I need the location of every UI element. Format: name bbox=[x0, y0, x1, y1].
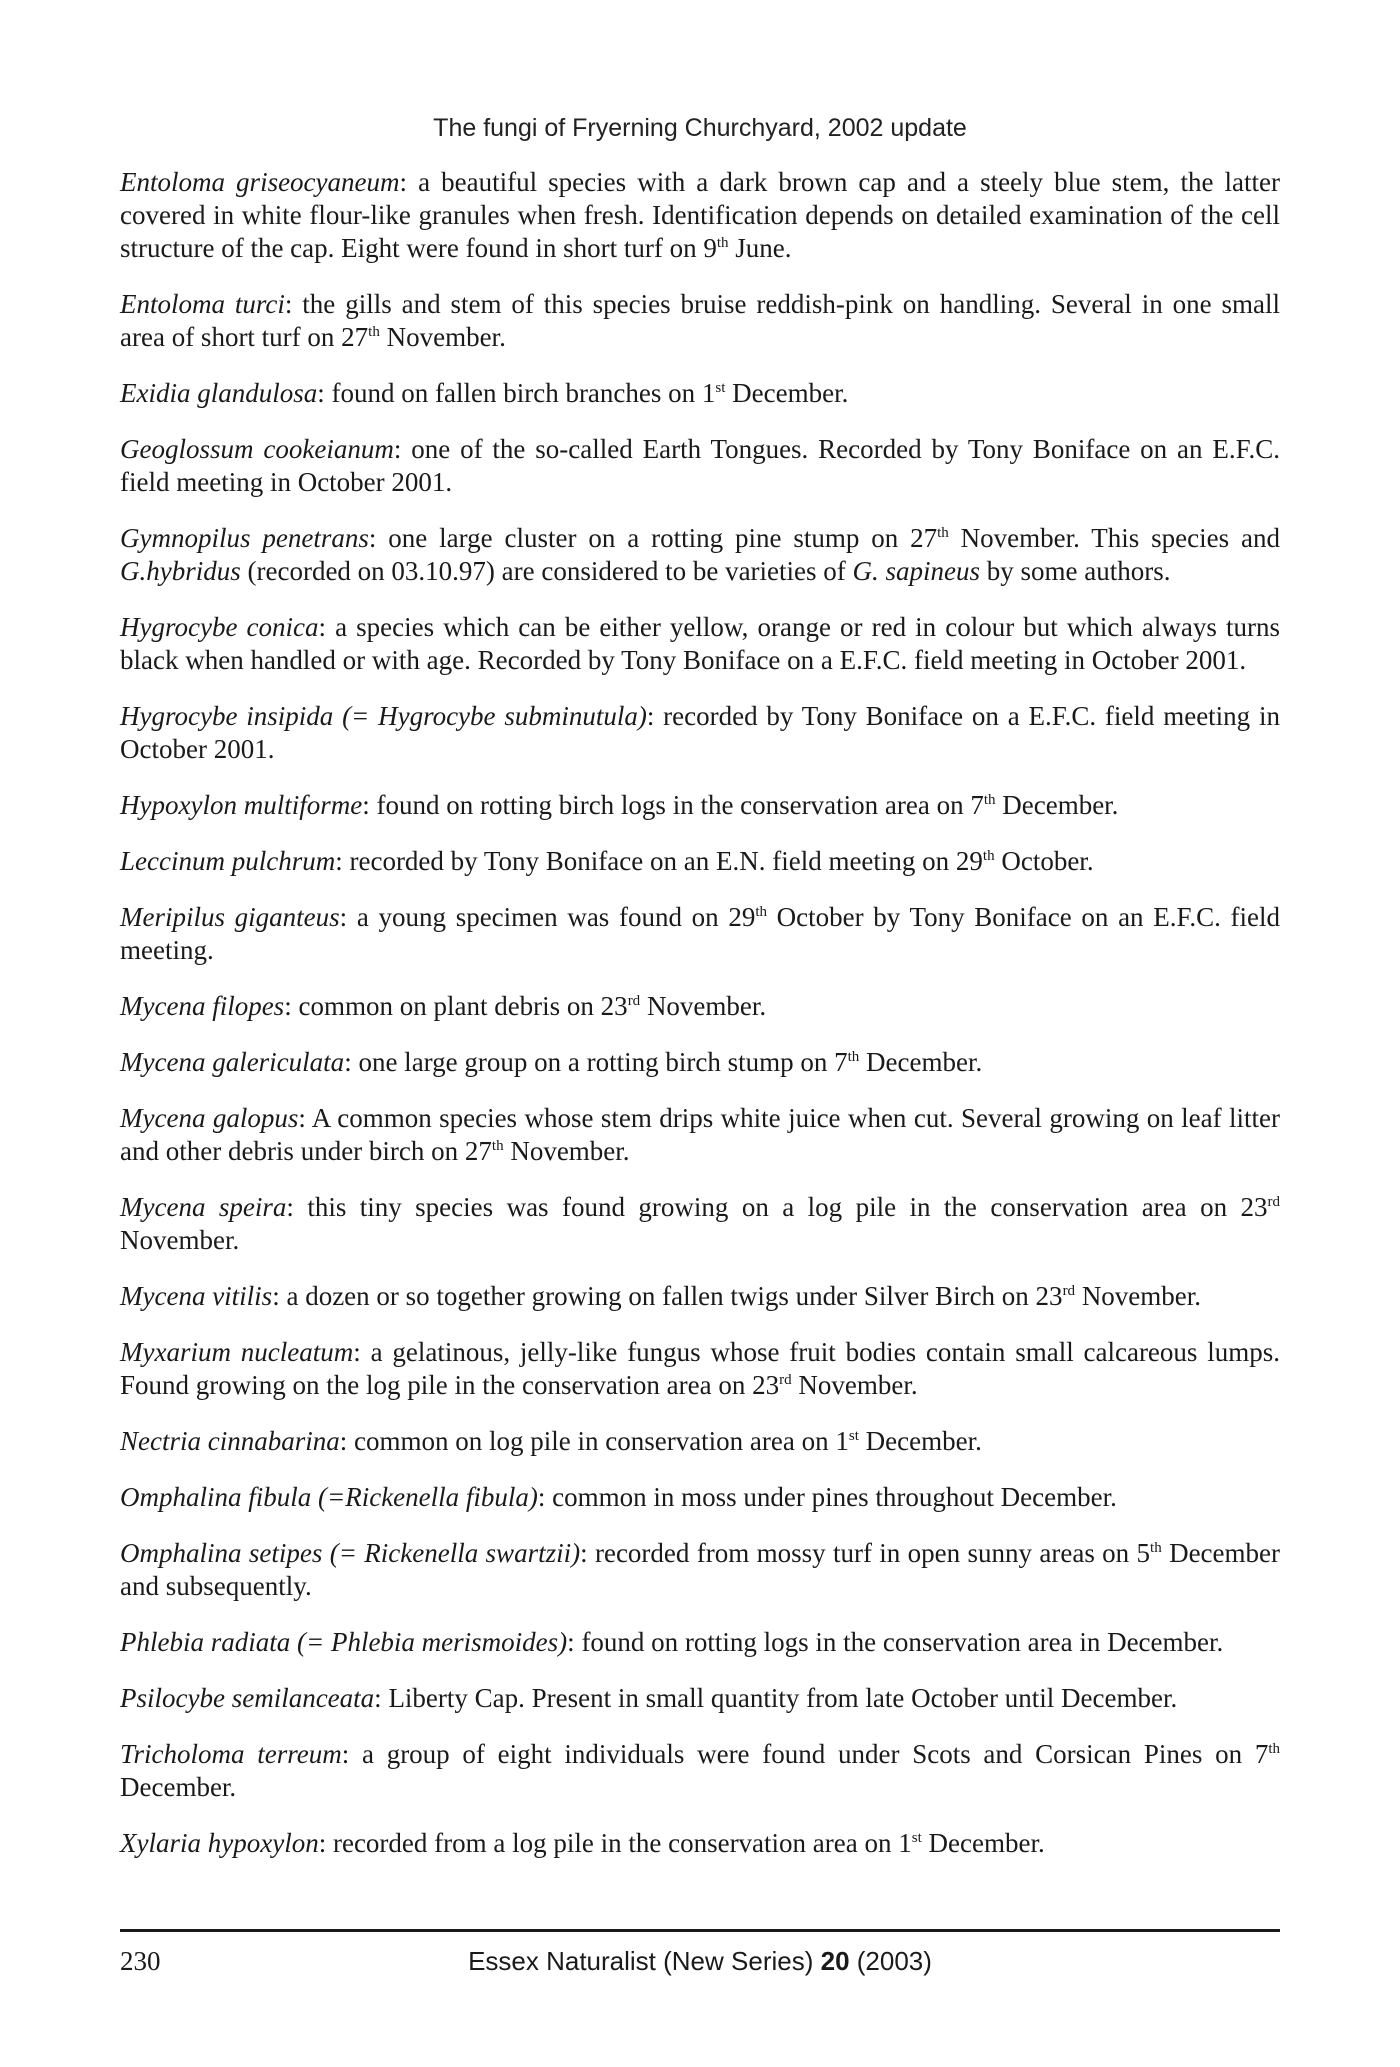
ordinal-suffix: th bbox=[491, 1138, 504, 1154]
species-entry bbox=[120, 901, 1280, 967]
species-name: Gymnopilus penetrans bbox=[120, 523, 369, 553]
name-separator: : bbox=[335, 846, 343, 876]
species-entry bbox=[120, 990, 1280, 1023]
species-name: Phlebia radiata (= Phlebia merismoides) bbox=[120, 1627, 568, 1657]
entry-text: December. bbox=[858, 1426, 982, 1456]
species-entry bbox=[120, 377, 1280, 410]
species-entry bbox=[120, 1537, 1280, 1603]
entry-text: common on log pile in conservation area on 1 bbox=[347, 1426, 849, 1456]
name-separator: : bbox=[318, 612, 327, 642]
name-separator: : bbox=[362, 790, 370, 820]
journal-volume: 20 bbox=[820, 1946, 850, 1976]
ordinal-suffix: th bbox=[1150, 1540, 1162, 1556]
species-name-inline: G. sapineus bbox=[852, 556, 981, 586]
species-name: Psilocybe semilanceata bbox=[120, 1683, 375, 1713]
entry-text: Liberty Cap. Present in small quantity from late October until December. bbox=[381, 1683, 1178, 1713]
ordinal-suffix: rd bbox=[1267, 1194, 1280, 1210]
species-entry bbox=[120, 789, 1280, 822]
journal-year: (2003) bbox=[856, 1946, 932, 1976]
species-entry bbox=[120, 700, 1280, 766]
species-entry bbox=[120, 845, 1280, 878]
entry-text: found on fallen birch branches on 1 bbox=[324, 378, 716, 408]
name-separator: : bbox=[374, 1683, 382, 1713]
name-separator: : bbox=[580, 1538, 588, 1568]
species-entry bbox=[120, 1280, 1280, 1313]
ordinal-suffix: rd bbox=[1062, 1283, 1076, 1299]
entry-text: common on plant debris on 23 bbox=[291, 991, 628, 1021]
entry-text: found on rotting logs in the conservation area in December. bbox=[574, 1627, 1224, 1657]
species-name: Mycena filopes bbox=[120, 991, 285, 1021]
species-entry bbox=[120, 288, 1280, 354]
name-separator: : bbox=[318, 1828, 327, 1858]
entry-text: December. bbox=[995, 790, 1119, 820]
ordinal-suffix: st bbox=[715, 380, 726, 396]
species-name-inline: G.hybridus bbox=[120, 556, 241, 586]
entry-text: common in moss under pines throughout December. bbox=[545, 1482, 1117, 1512]
entry-text: December. bbox=[725, 378, 849, 408]
entry-text: recorded by Tony Boniface on an E.N. field meeting on 29 bbox=[342, 846, 983, 876]
ordinal-suffix: rd bbox=[779, 1372, 792, 1388]
journal-citation bbox=[120, 1944, 1280, 1978]
entry-text: a beautiful species with a dark brown cap and a steely blue stem, the latter covered in white flour-like granules when fresh. Identification depends on detailed examination of the cell structure of the cap. Eight were found in short turf on 9 bbox=[120, 167, 1280, 263]
ordinal-suffix: th bbox=[716, 235, 729, 251]
species-name: Mycena galopus bbox=[120, 1103, 299, 1133]
species-entry bbox=[120, 1191, 1280, 1257]
name-separator: : bbox=[368, 523, 377, 553]
ordinal-suffix: st bbox=[911, 1830, 922, 1846]
ordinal-suffix: rd bbox=[627, 993, 641, 1009]
entry-text: recorded from mossy turf in open sunny areas on 5 bbox=[587, 1538, 1151, 1568]
species-list bbox=[120, 166, 1280, 1883]
species-name: Hypoxylon multiforme bbox=[120, 790, 363, 820]
page-number: 230 bbox=[120, 1946, 161, 1976]
species-name: Exidia glandulosa bbox=[120, 378, 318, 408]
ordinal-suffix: th bbox=[937, 525, 949, 541]
entry-text: a dozen or so together growing on fallen twigs under Silver Birch on 23 bbox=[279, 1281, 1063, 1311]
species-name: Myxarium nucleatum bbox=[120, 1337, 354, 1367]
entry-text: November. bbox=[379, 322, 506, 352]
entry-text: December. bbox=[921, 1828, 1045, 1858]
name-separator: : bbox=[339, 1426, 348, 1456]
name-separator: : bbox=[341, 1739, 350, 1769]
entry-text: November. bbox=[503, 1136, 630, 1166]
species-entry bbox=[120, 522, 1280, 588]
species-entry bbox=[120, 1626, 1280, 1659]
species-name: Hygrocybe insipida (= Hygrocybe subminutula) bbox=[120, 701, 647, 731]
entry-text: found on rotting birch logs in the conservation area on 7 bbox=[369, 790, 984, 820]
species-entry bbox=[120, 1102, 1280, 1168]
running-head: The fungi of Fryerning Churchyard, 2002 update bbox=[433, 114, 967, 142]
species-name: Nectria cinnabarina bbox=[120, 1426, 340, 1456]
name-separator: : bbox=[272, 1281, 280, 1311]
entry-text: one large cluster on a rotting pine stump on 27 bbox=[376, 523, 938, 553]
entry-text: the gills and stem of this species bruise reddish-pink on handling. Several in one small area of short turf on 27 bbox=[120, 289, 1280, 352]
species-name: Tricholoma terreum bbox=[120, 1739, 342, 1769]
entry-text: November. This species and bbox=[948, 523, 1280, 553]
name-separator: : bbox=[567, 1627, 575, 1657]
ordinal-suffix: th bbox=[983, 792, 996, 808]
species-entry bbox=[120, 611, 1280, 677]
species-entry bbox=[120, 1425, 1280, 1458]
ordinal-suffix: th bbox=[982, 848, 995, 864]
entry-text: December. bbox=[120, 1772, 237, 1802]
species-entry bbox=[120, 166, 1280, 265]
entry-text: October by Tony Boniface on an E.F.C. field meeting. bbox=[120, 902, 1280, 965]
species-entry bbox=[120, 1481, 1280, 1514]
name-separator: : bbox=[298, 1103, 306, 1133]
name-separator: : bbox=[286, 1192, 294, 1222]
species-name: Meripilus giganteus bbox=[120, 902, 340, 932]
species-name: Mycena galericulata bbox=[120, 1047, 345, 1077]
journal-name: Essex Naturalist (New Series) bbox=[468, 1946, 814, 1976]
ordinal-suffix: th bbox=[1268, 1741, 1280, 1757]
entry-text: one of the so-called Earth Tongues. Recorded by Tony Boniface on an E.F.C. field meeting in October 2001. bbox=[120, 434, 1281, 497]
footer-rule bbox=[120, 1929, 1280, 1932]
species-entry bbox=[120, 1682, 1280, 1715]
species-name: Omphalina fibula (=Rickenella fibula) bbox=[120, 1482, 538, 1512]
name-separator: : bbox=[353, 1337, 361, 1367]
name-separator: : bbox=[344, 1047, 352, 1077]
name-separator: : bbox=[284, 289, 293, 319]
ordinal-suffix: th bbox=[847, 1049, 860, 1065]
name-separator: : bbox=[646, 701, 655, 731]
entry-text: December and subsequently. bbox=[120, 1538, 1281, 1601]
ordinal-suffix: th bbox=[368, 324, 380, 340]
ordinal-suffix: th bbox=[755, 904, 767, 920]
species-name: Leccinum pulchrum bbox=[120, 846, 336, 876]
entry-text: a gelatinous, jelly-like fungus whose fruit bodies contain small calcareous lumps. Found growing on the log pile in the conservation area on 23 bbox=[120, 1337, 1280, 1400]
entry-text: November. bbox=[1075, 1281, 1202, 1311]
species-name: Entoloma turci bbox=[120, 289, 285, 319]
name-separator: : bbox=[284, 991, 292, 1021]
name-separator: : bbox=[317, 378, 325, 408]
entry-text: A common species whose stem drips white juice when cut. Several growing on leaf litter and other debris under birch on 27 bbox=[120, 1103, 1280, 1166]
entry-text: November. bbox=[640, 991, 767, 1021]
entry-text: June. bbox=[728, 233, 792, 263]
entry-text: recorded from a log pile in the conservation area on 1 bbox=[326, 1828, 912, 1858]
species-name: Xylaria hypoxylon bbox=[120, 1828, 319, 1858]
name-separator: : bbox=[339, 902, 348, 932]
species-entry bbox=[120, 1827, 1280, 1860]
species-name: Mycena speira bbox=[120, 1192, 287, 1222]
entry-text: this tiny species was found growing on a log pile in the conservation area on 23 bbox=[293, 1192, 1268, 1222]
species-name: Omphalina setipes (= Rickenella swartzii) bbox=[120, 1538, 581, 1568]
species-name: Mycena vitilis bbox=[120, 1281, 273, 1311]
entry-text: October. bbox=[994, 846, 1094, 876]
entry-text: a group of eight individuals were found under Scots and Corsican Pines on 7 bbox=[349, 1739, 1269, 1769]
entry-text: recorded by Tony Boniface on a E.F.C. field meeting in October 2001. bbox=[120, 701, 1280, 764]
species-name: Geoglossum cookeianum bbox=[120, 434, 394, 464]
name-separator: : bbox=[537, 1482, 546, 1512]
entry-text: a species which can be either yellow, orange or red in colour but which always turns black when handled or with age. Recorded by Tony Boniface on a E.F.C. field meeting in October 2001. bbox=[120, 612, 1280, 675]
ordinal-suffix: st bbox=[848, 1428, 859, 1444]
species-entry bbox=[120, 1046, 1280, 1079]
species-entry bbox=[120, 433, 1280, 499]
entry-text: a young specimen was found on 29 bbox=[347, 902, 756, 932]
entry-text: December. bbox=[859, 1047, 983, 1077]
entry-text: (recorded on 03.10.97) are considered to be varieties of bbox=[240, 556, 853, 586]
page-footer bbox=[120, 1944, 1280, 1980]
entry-text: November. bbox=[120, 1225, 240, 1255]
name-separator: : bbox=[399, 167, 408, 197]
entry-text: by some authors. bbox=[980, 556, 1171, 586]
entry-text: November. bbox=[791, 1370, 918, 1400]
species-name: Entoloma griseocyaneum bbox=[120, 167, 400, 197]
species-name: Hygrocybe conica bbox=[120, 612, 319, 642]
name-separator: : bbox=[393, 434, 402, 464]
entry-text: one large group on a rotting birch stump on 7 bbox=[351, 1047, 848, 1077]
species-entry bbox=[120, 1738, 1280, 1804]
species-entry bbox=[120, 1336, 1280, 1402]
